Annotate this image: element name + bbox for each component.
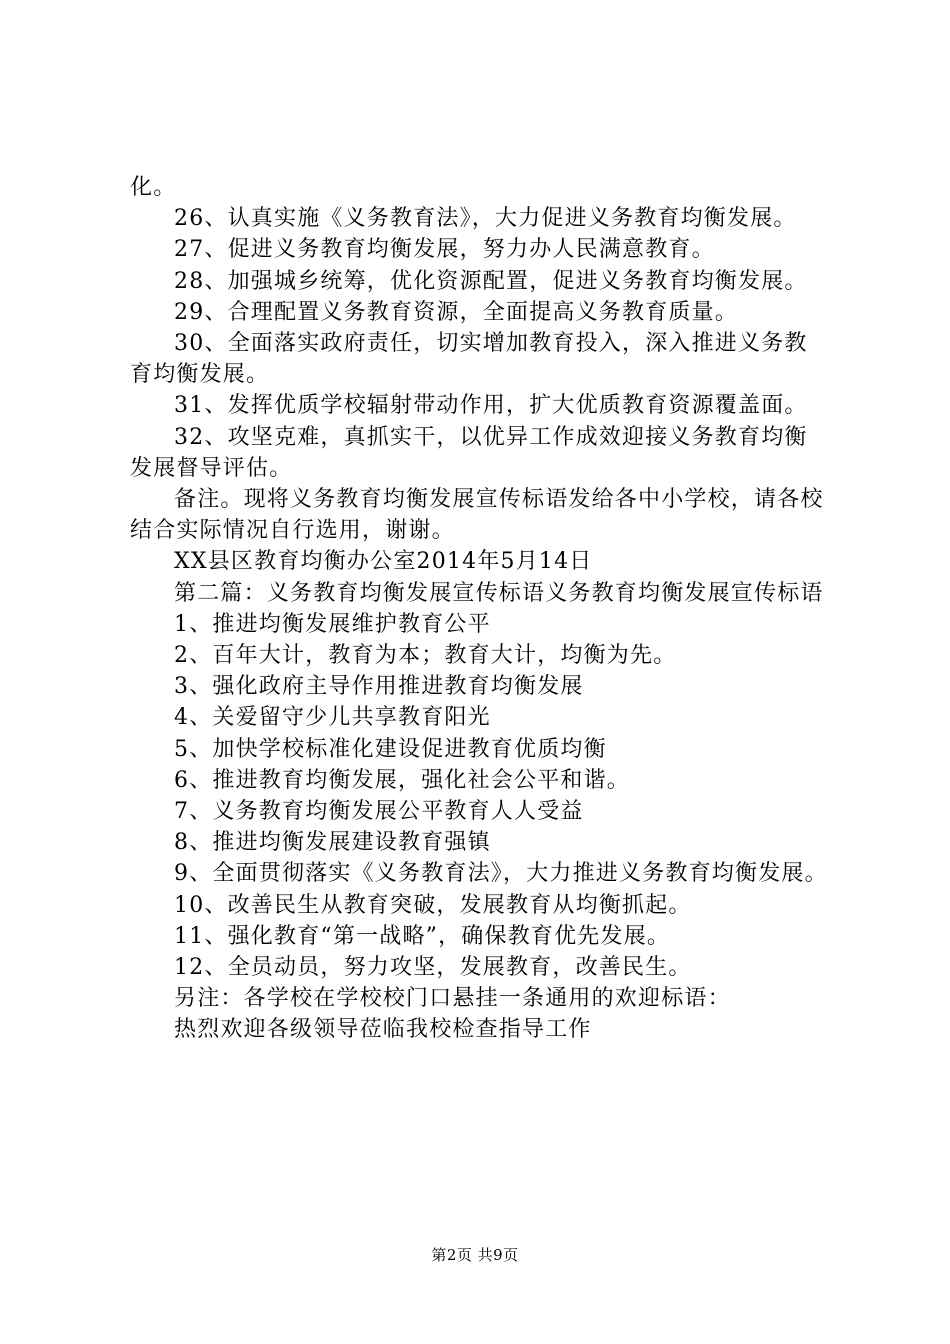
paragraph: 31、发挥优质学校辐射带动作用，扩大优质教育资源覆盖面。: [174, 393, 808, 419]
section-heading: 第二篇：义务教育均衡发展宣传标语义务教育均衡发展宣传标语: [174, 580, 824, 606]
page-footer: 第2页 共9页: [431, 1246, 519, 1264]
paragraph: 29、合理配置义务教育资源，全面提高义务教育质量。: [174, 299, 738, 325]
paragraph: 8、推进均衡发展建设教育强镇: [174, 830, 491, 856]
paragraph: 2、百年大计，教育为本；教育大计，均衡为先。: [174, 643, 677, 669]
paragraph: 12、全员动员，努力攻坚，发展教育，改善民生。: [174, 955, 692, 981]
paragraph: 11、强化教育“第一战略”，确保教育优先发展。: [174, 923, 671, 949]
paragraph: 化。: [130, 175, 177, 200]
paragraph: 10、改善民生从教育突破，发展教育从均衡抓起。: [174, 892, 692, 918]
paragraph: 7、义务教育均衡发展公平教育人人受益: [174, 799, 584, 825]
paragraph: 4、关爱留守少儿共享教育阳光: [174, 705, 491, 731]
paragraph: 26、认真实施《义务教育法》，大力促进义务教育均衡发展。: [174, 206, 797, 232]
paragraph: 1、推进均衡发展维护教育公平: [174, 611, 491, 637]
note-paragraph: 另注：各学校在学校校门口悬挂一条通用的欢迎标语：: [174, 986, 731, 1012]
paragraph: 9、全面贯彻落实《义务教育法》，大力推进义务教育均衡发展。: [174, 861, 828, 887]
welcome-slogan: 热烈欢迎各级领导莅临我校检查指导工作: [174, 1017, 592, 1043]
paragraph: 30、全面落实政府责任，切实增加教育投入，深入推进义务教育均衡发展。: [130, 331, 808, 388]
paragraph: 27、促进义务教育均衡发展，努力办人民满意教育。: [174, 237, 715, 263]
paragraph: 32、攻坚克难，真抓实干，以优异工作成效迎接义务教育均衡发展督导评估。: [130, 424, 808, 481]
paragraph: 6、推进教育均衡发展，强化社会公平和谐。: [174, 767, 630, 793]
paragraph: 5、加快学校标准化建设促进教育优质均衡: [174, 736, 607, 762]
paragraph: 28、加强城乡统筹，优化资源配置，促进义务教育均衡发展。: [174, 268, 808, 294]
document-body: [130, 172, 830, 1046]
signature-line: XX县区教育均衡办公室2014年5月14日: [174, 549, 593, 575]
notice-paragraph: 备注。现将义务教育均衡发展宣传标语发给各中小学校，请各校结合实际情况自行选用，谢谢。: [130, 487, 824, 544]
paragraph: 3、强化政府主导作用推进教育均衡发展: [174, 674, 584, 700]
